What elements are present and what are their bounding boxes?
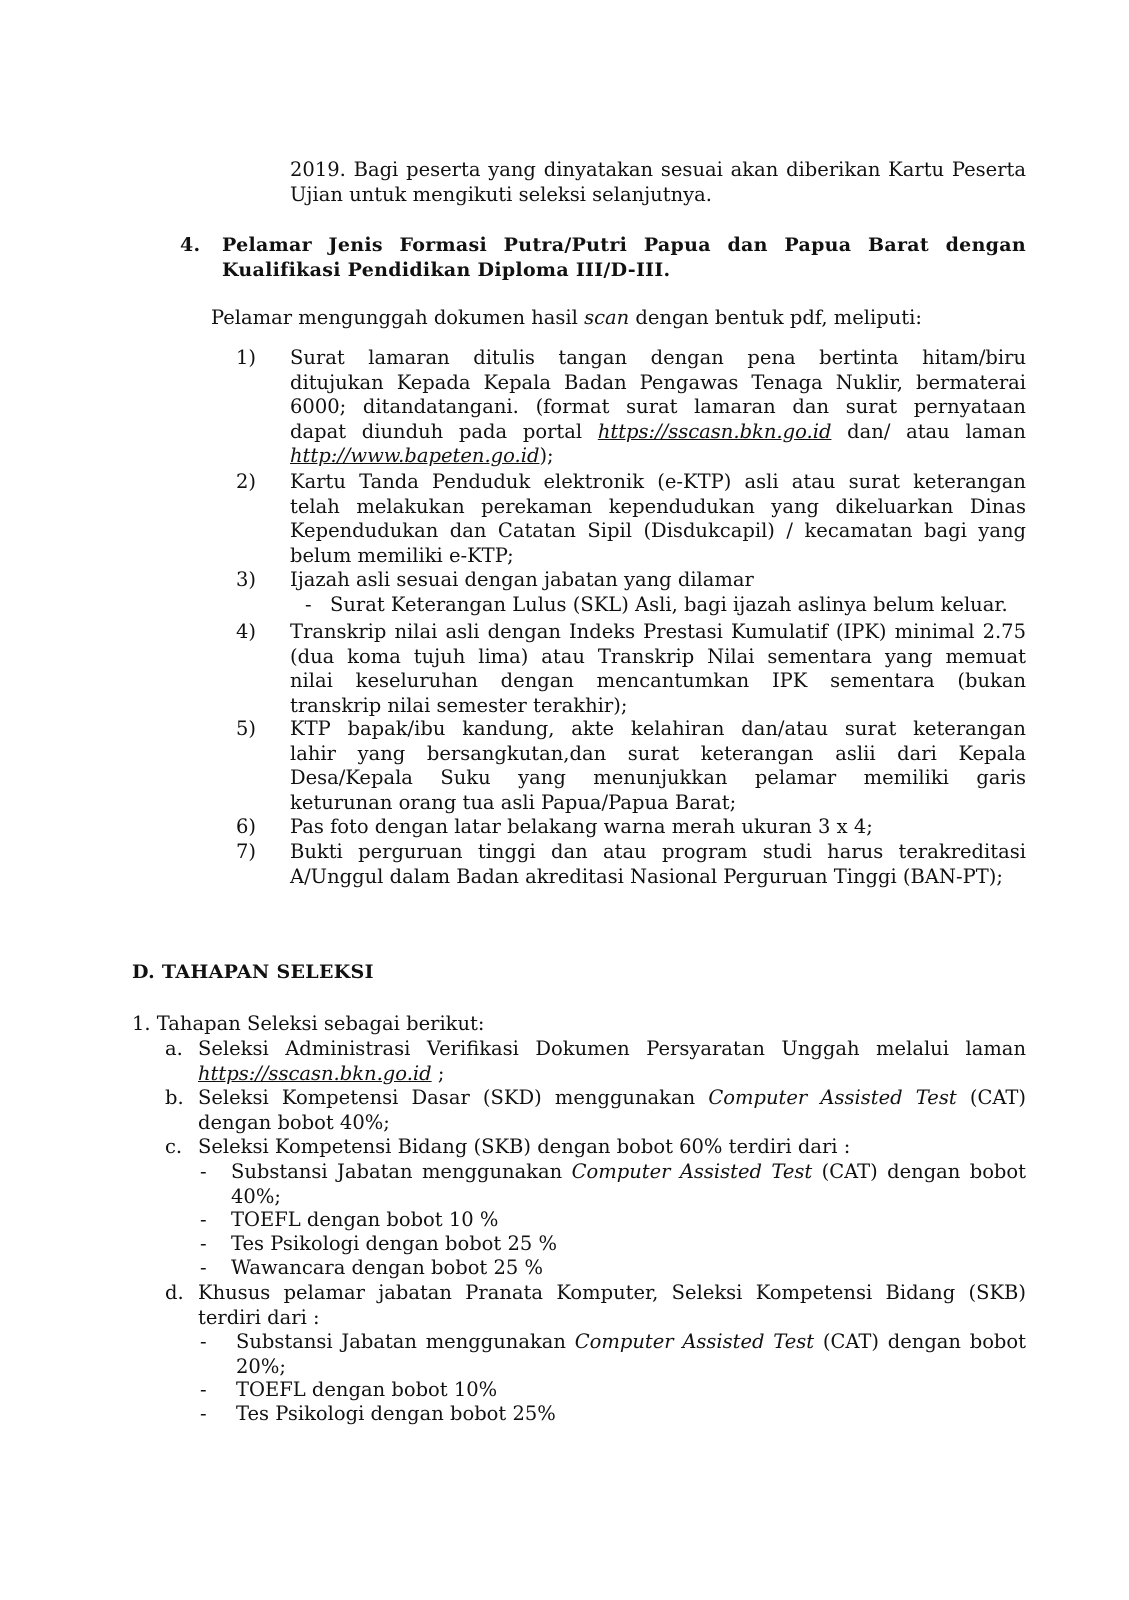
item-a-letter: a. [165, 1037, 183, 1060]
list-item-3: Ijazah asli sesuai dengan jabatan yang dilamar [290, 568, 754, 591]
section-d-heading: D. TAHAPAN SELEKSI [132, 961, 374, 983]
section-d-item-1: 1. Tahapan Seleksi sebagai berikut: [132, 1012, 485, 1035]
list-item-5: KTP bapak/ibu kandung, akte kelahiran dan/atau surat keterangan lahir yang bersangkutan,dan surat keterangan aslii dari Kepala Desa/Kepala Suku yang menunjukkan pelamar memiliki garis keturunan orang tua asli Papua/Papua Barat; [290, 717, 1026, 814]
section4-number: 4. [180, 234, 201, 256]
item-number-7: 7) [236, 840, 257, 863]
item-c-dash-1: - [200, 1160, 207, 1183]
item-c-sub-2: TOEFL dengan bobot 10 % [231, 1208, 499, 1231]
item-3-sub: Surat Keterangan Lulus (SKL) Asli, bagi ijazah aslinya belum keluar. [330, 593, 1008, 616]
top-text-line-1: 2019. Bagi peserta yang dinyatakan sesuai akan diberikan Kartu Peserta [290, 158, 1026, 181]
item-d-dash-1: - [200, 1330, 207, 1353]
item-d-sub-2: TOEFL dengan bobot 10% [236, 1378, 498, 1401]
sscasn-link[interactable]: https://sscasn.bkn.go.id [597, 419, 832, 443]
top-text-line-2: Ujian untuk mengikuti seleksi selanjutnya. [290, 183, 712, 206]
section4-title-line-2: Kualifikasi Pendidikan Diploma III/D-III. [222, 259, 671, 281]
item-d-dash-3: - [200, 1402, 207, 1425]
sscasn-link-2[interactable]: https://sscasn.bkn.go.id [198, 1061, 432, 1085]
item-c: Seleksi Kompetensi Bidang (SKB) dengan bobot 60% terdiri dari : [198, 1135, 851, 1158]
item-d-dash-2: - [200, 1378, 207, 1401]
list-item-4: Transkrip nilai asli dengan Indeks Prestasi Kumulatif (IPK) minimal 2.75 (dua koma tujuh lima) atau Transkrip Nilai sementara yang memuat nilai keseluruhan dengan mencantumkan IPK sementara (bukan transkrip nilai semester terakhir); [290, 620, 1026, 717]
item-b-letter: b. [165, 1086, 184, 1109]
item-c-dash-4: - [200, 1256, 207, 1279]
item-number-2: 2) [236, 470, 257, 493]
list-item-2: Kartu Tanda Penduduk elektronik (e-KTP) asli atau surat keterangan telah melakukan perekaman kependudukan yang dikeluarkan Dinas Kependudukan dan Catatan Sipil (Disdukcapil) / kecamatan bagi yang belum memiliki e-KTP; [290, 470, 1026, 567]
item-c-sub-3: Tes Psikologi dengan bobot 25 % [231, 1232, 557, 1255]
bapeten-link[interactable]: http://www.bapeten.go.id [290, 444, 540, 467]
item-number-5: 5) [236, 717, 257, 740]
item-c-dash-2: - [200, 1208, 207, 1231]
item-d-sub-3: Tes Psikologi dengan bobot 25% [236, 1402, 556, 1425]
item-a: Seleksi Administrasi Verifikasi Dokumen Persyaratan Unggah melalui laman https://sscasn.bkn.go.id ; [198, 1037, 1026, 1085]
item-number-1: 1) [236, 346, 257, 369]
item-d: Khusus pelamar jabatan Pranata Komputer, Seleksi Kompetensi Bidang (SKB) terdiri dari : [198, 1281, 1026, 1329]
item-number-6: 6) [236, 815, 257, 838]
item-3-sub-dash: - [305, 593, 312, 616]
item-c-sub-4: Wawancara dengan bobot 25 % [231, 1256, 544, 1279]
item-c-dash-3: - [200, 1232, 207, 1255]
list-item-1: Surat lamaran ditulis tangan dengan pena bertinta hitam/biru ditujukan Kepada Kepala Badan Pengawas Tenaga Nuklir, bermaterai 6000; ditandatangani. (format surat lamaran dan surat pernyataan dapat diunduh pada portal https://sscasn.bkn.go.id dan/ atau laman http://www.bapeten.go.id); [290, 346, 1026, 467]
section4-title-line-1: Pelamar Jenis Formasi Putra/Putri Papua dan Papua Barat dengan [222, 234, 1026, 256]
item-b: Seleksi Kompetensi Dasar (SKD) menggunakan Computer Assisted Test (CAT) dengan bobot 40%; [198, 1086, 1026, 1134]
scan-emphasis: scan [584, 306, 630, 329]
item-d-letter: d. [165, 1281, 184, 1304]
item-number-3: 3) [236, 568, 257, 591]
item-c-letter: c. [165, 1135, 183, 1158]
section4-intro: Pelamar mengunggah dokumen hasil scan dengan bentuk pdf, meliputi: [211, 306, 922, 329]
list-item-6: Pas foto dengan latar belakang warna merah ukuran 3 x 4; [290, 815, 873, 838]
item-d-sub-1: Substansi Jabatan menggunakan Computer Assisted Test (CAT) dengan bobot 20%; [236, 1330, 1026, 1378]
item-c-sub-1: Substansi Jabatan menggunakan Computer Assisted Test (CAT) dengan bobot 40%; [231, 1160, 1026, 1208]
item-number-4: 4) [236, 620, 257, 643]
list-item-7: Bukti perguruan tinggi dan atau program studi harus terakreditasi A/Unggul dalam Badan akreditasi Nasional Perguruan Tinggi (BAN-PT); [290, 840, 1026, 888]
